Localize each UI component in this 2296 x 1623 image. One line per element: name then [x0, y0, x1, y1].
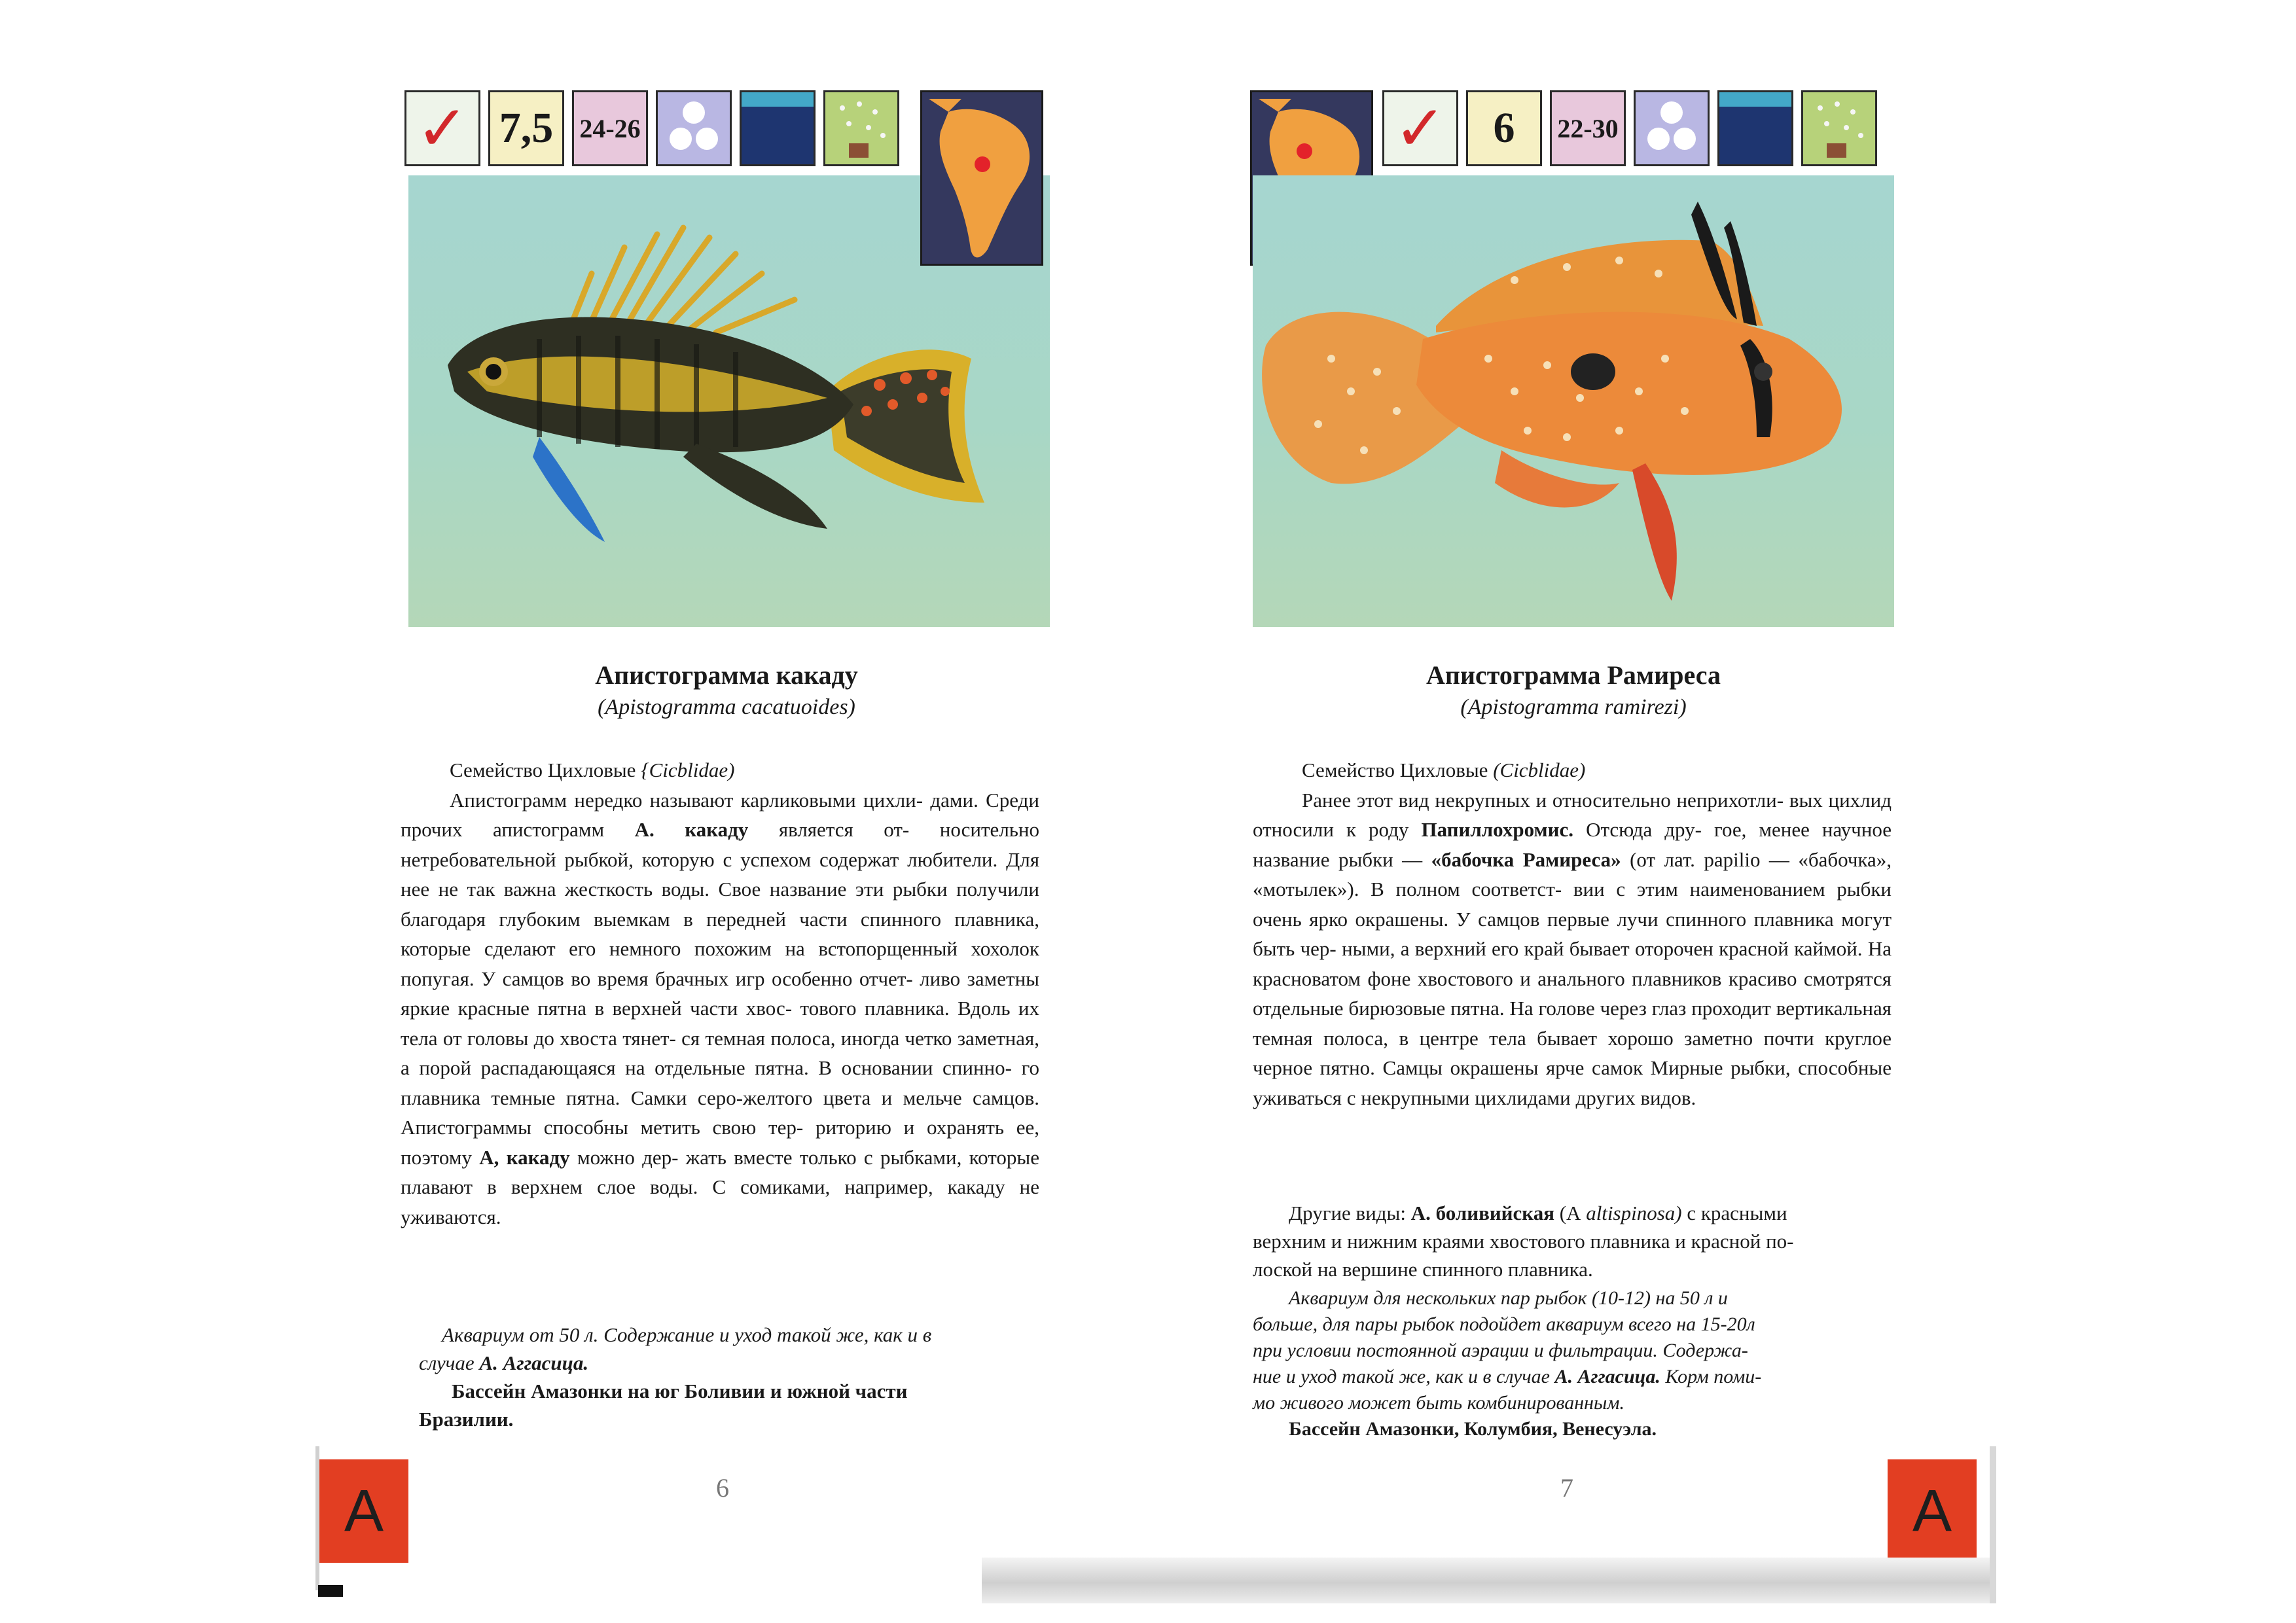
- left-icon-strip: [404, 90, 899, 169]
- habitat-line: Бассейн Амазонки, Колумбия, Венесуэла.: [1289, 1418, 1657, 1440]
- aquarium-note: Аквариум для нескольких пар рыбок (10-12) на 50 л и больше, для пары рыбок подойдет аквариум всего на 15-20л при условии постоянной аэрации и фильтрации. Содержа- ние и уход такой же, как и в случае А. Аггасица. Корм поми- мо живого может быть комбинированным. Бассейн Амазонки, Колумбия, Венесуэла.: [1253, 1285, 1892, 1442]
- plants-icon: [823, 90, 899, 166]
- species-description: [1253, 755, 1892, 1113]
- water-level-icon: [740, 90, 816, 166]
- habitat-line-2: Бразилии.: [419, 1408, 514, 1431]
- temperature-icon: [572, 90, 648, 166]
- description-paragraph: Ранее этот вид некрупных и относительно неприхотли- вых цихлид относили к роду Папиллохромис. Отсюда дру- гое, менее научное название рыбки — «бабочка Рамиреса» (от лат. papilio — «бабочка», «мотылек»). В полном соответст- вии с этим наименованием рыбки очень ярко окрашены. У самцов первые лучи спинного плавника могут быть чер- ными, а верхний его край бывает оторочен красной каймой. На красноватом фоне хвостового и анального плавников красиво смотрятся отдельные бирюзовые пятна. На голове через глаз проходит вертикальная темная полоса, в центре тела бывает хорошо заметно почти круглое черное пятно. Самцы окрашены ярче самок Мирные рыбки, способные уживаться с некрупными цихлидами других видов.: [1253, 788, 1892, 1109]
- right-icon-strip: [1382, 90, 1877, 169]
- temperature-range: 24-26: [579, 113, 641, 143]
- family-line: Семейство Цихловые (Cicblidae): [1302, 758, 1586, 781]
- alphabet-tab: А: [319, 1459, 408, 1563]
- checkmark-icon: ✓: [404, 90, 480, 166]
- description-paragraph: Апистограмм нередко называют карликовыми цихли- дами. Среди прочих апистограмм А. какаду является от- носительно нетребовательной рыбкой, которую с успехом содержат любители. Для нее не так важна жесткость воды. Свое название эти рыбки получили благодаря глубоким выемкам в передней части спинного плавника, которые сделают его немного похожим на встопорщенный хохолок попугая. У самцов во время брачных игр особенно отчет- ливо заметны яркие красные пятна в верхней части хвос- тового плавника. Вдоль их тела от головы до хвоста тянет- ся темная полоса, иногда четко заметная, а порой распадающаяся на отдельные пятна. В основании спинно- го плавника темные пятна. Самки серо-желтого цвета и мельче самцов. Апистограммы способны метить свою тер- риторию и охранять ее, поэтому А, какаду можно дер- жать вместе только с рыбками, которые плавают в верхнем слое воды. С сомиками, например, какаду не уживаются.: [401, 788, 1040, 1228]
- water-level-icon: [1717, 90, 1793, 166]
- aquarium-note: Аквариум от 50 л. Содержание и уход такой же, как и в случае А. Аггасица. Бассейн Амазонки на юг Боливии и южной части Бразилии.: [419, 1321, 1041, 1433]
- species-title: Апистограмма Рамиреса: [1426, 660, 1721, 690]
- checkmark-icon: ✓: [1382, 90, 1458, 166]
- plants-icon: [1801, 90, 1877, 166]
- temperature-range: 22-30: [1557, 113, 1619, 143]
- ph-value-icon: [1466, 90, 1542, 166]
- temperature-icon: [1550, 90, 1626, 166]
- page-edge-shade: [1990, 1446, 1996, 1603]
- fish-size-icon: [1634, 90, 1710, 166]
- page-edge-shade: [315, 1446, 319, 1590]
- other-species-note: Другие виды: А. боливийская (А altispinosa) с красными верхним и нижним краями хвостового плавника и красной по- лоской на вершине спинного плавника.: [1253, 1202, 1794, 1281]
- page-number: 6: [716, 1473, 729, 1503]
- habitat-line: Бассейн Амазонки на юг Боливии и южной части: [452, 1380, 908, 1402]
- species-latin-name: (Apistogramma ramirezi): [1460, 695, 1687, 719]
- south-america-map-icon: [920, 90, 1043, 266]
- species-description: [401, 755, 1039, 1232]
- page-number: 7: [1560, 1473, 1573, 1503]
- species-latin-name: (Apistogramma cacatuoides): [598, 695, 855, 719]
- ph-value: 6: [1493, 104, 1515, 152]
- ph-value-icon: [488, 90, 564, 166]
- family-line: Семейство Цихловые {Cicblidae): [450, 758, 735, 781]
- fish-size-icon: [656, 90, 732, 166]
- scan-mark: [318, 1585, 343, 1597]
- scan-shadow: [982, 1558, 1990, 1603]
- right-page: [1148, 0, 2296, 1623]
- species-title: Апистограмма какаду: [595, 660, 858, 690]
- fish-photo-ramirezi: [1253, 175, 1894, 627]
- alphabet-tab: А: [1888, 1459, 1977, 1563]
- ph-value: 7,5: [499, 104, 554, 152]
